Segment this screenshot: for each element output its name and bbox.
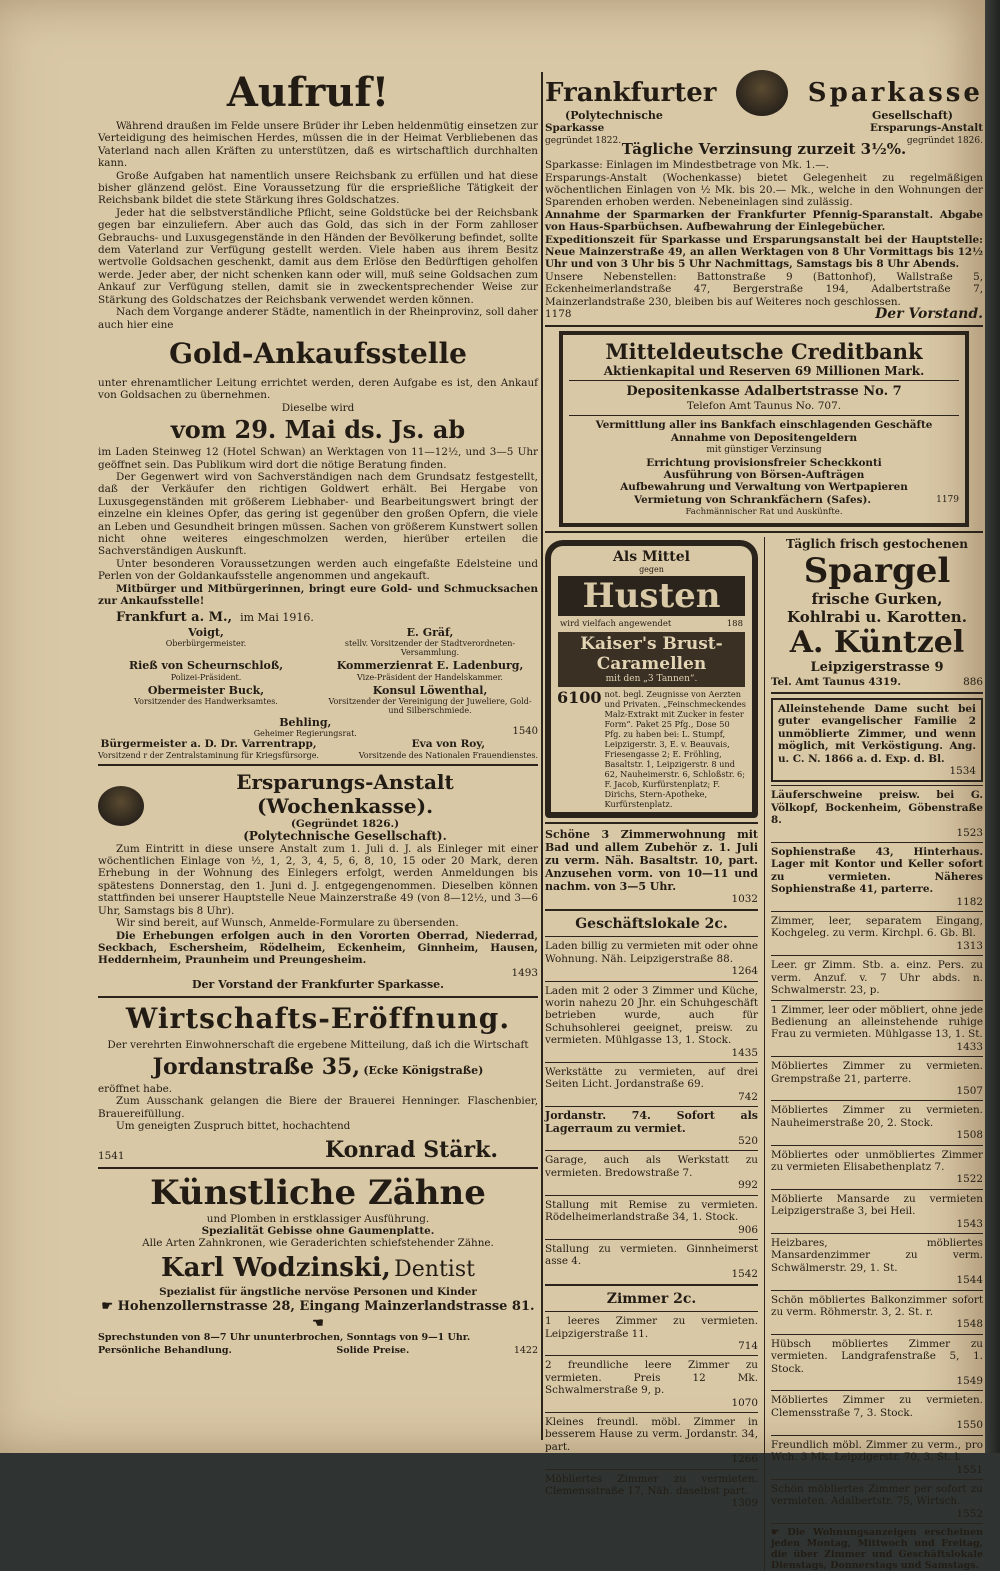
ad-number: 1541 xyxy=(98,1150,125,1163)
list-item: Heizbares, möbliertes Mansardenzimmer zu verm. Schwälmerstr. 29, 1. St. 1544 xyxy=(771,1237,983,1287)
list-item: Stallung mit Remise zu vermieten. Rödelheimerlandstraße 34, 1. Stock. 906 xyxy=(545,1198,758,1236)
signer: E. Gräf, stellv. Vorsitzender der Stadtverordneten-Versammlung. xyxy=(344,625,516,658)
divider xyxy=(771,1334,983,1335)
wirtschaft-owner: Konrad Stärk. xyxy=(325,1136,498,1163)
list-item: Stallung zu vermieten. Ginnheimerst asse 4. 1542 xyxy=(545,1242,758,1280)
husten-brand: mit den „3 Tannen“. xyxy=(605,673,698,684)
dame-ad xyxy=(771,698,983,782)
husten-brand: Kaiser's Brust- xyxy=(580,633,723,654)
divider xyxy=(771,1435,983,1436)
wirtschaft-text: Um geneigten Zuspruch bittet, hochachtend xyxy=(116,1120,351,1133)
creditbank-text: Vermittlung aller ins Bankfach einschlagenden Geschäfte xyxy=(595,419,933,432)
ad-number: 1178 xyxy=(545,308,572,321)
beehive-icon xyxy=(98,786,144,826)
divider xyxy=(545,1195,758,1196)
dentist-job: Dentist xyxy=(394,1256,475,1282)
aufruf-section xyxy=(98,70,538,760)
ersparung-section xyxy=(98,770,538,992)
ad-number: 1534 xyxy=(949,765,976,777)
wirtschaft-text: eröffnet habe. xyxy=(98,1082,173,1095)
creditbank-text: Vermietung von Schrankfächern (Safes). xyxy=(634,493,872,506)
spargel-text: frische Gurken, xyxy=(811,589,943,608)
zaehne-text: Persönliche Behandlung. xyxy=(98,1344,232,1356)
ad-number: 1540 xyxy=(512,726,538,738)
spargel-title: Spargel xyxy=(803,550,951,591)
divider xyxy=(771,1290,983,1291)
creditbank-text: Fachmännischer Rat und Auskünfte. xyxy=(685,507,843,518)
creditbank-text: Depositenkasse Adalbertstrasse No. 7 xyxy=(626,383,902,399)
aufruf-paragraph: Der Gegenwert wird von Sachverständigen nach dem Grundsatz festgestellt, daß der Verkäufer den richtigen Goldwert erhält. Bei Hergabe von Luxusgegenständen mit größerem Liebhaber- und Bearbeitungswert bringt der einzelne ein kleines Opfer, das gering ist gegenüber den großen Opfern, die viele an Leben und Gesundheit bringen müssen. Sachen von größerem Kunstwert sollen nicht ohne weiteres eingeschmolzen werden, hierüber erteilen die Sachverständigen Auskunft. xyxy=(98,470,538,558)
book-binding xyxy=(985,0,1000,1453)
aufruf-paragraph: im Laden Steinweg 12 (Hotel Schwan) an Werktagen von 11—12½, und 3—5 Uhr geöffnet sein. Das Publikum wird dort die nötige Beratung finden. xyxy=(98,446,538,471)
list-item: Kleines freundl. möbl. Zimmer in besserem Hause zu verm. Jordanstr. 34, part. 1266 xyxy=(545,1415,758,1466)
column-divider xyxy=(541,72,543,1440)
creditbank-text: Aktienkapital und Reserven 69 Millionen Mark. xyxy=(603,363,925,378)
aufruf-paragraph: Dieselbe wird xyxy=(281,401,355,414)
list-item: Werkstätte zu vermieten, auf drei Seiten Licht. Jordanstraße 69. 742 xyxy=(545,1066,758,1103)
zaehne-text: und Plomben in erstklassiger Ausführung. xyxy=(206,1212,430,1225)
zaehne-text: Solide Preise. xyxy=(336,1344,410,1356)
sparkasse-sign: Der Vorstand. xyxy=(875,306,983,323)
geschaeft-heading: Geschäftslokale 2c. xyxy=(575,916,728,933)
sparkasse-sub: (Polytechnische xyxy=(565,109,663,122)
husten-brand: Caramellen xyxy=(596,653,707,674)
sparkasse-text: Unsere Nebenstellen: Battonstraße 9 (Battonhof), Wallstraße 5, Eckenheimerlandstraße 47, Bergerstraße 194, Adalbertstraße 7, Mainzerlandstraße 230, bleiben bis auf Weiteres noch geschlossen. xyxy=(545,270,983,308)
wirtschaft-section xyxy=(98,1002,538,1163)
husten-text: gegen xyxy=(639,564,664,574)
husten-count: 6100 xyxy=(557,687,602,707)
divider xyxy=(771,1479,983,1480)
left-column xyxy=(98,70,538,1357)
zaehne-section xyxy=(98,1173,538,1357)
divider xyxy=(771,1100,983,1101)
wirtschaft-text: Zum Ausschank gelangen die Biere der Brauerei Henninger. Flaschenbier, Brauereifüllung. xyxy=(98,1095,538,1120)
schoene-text: Schöne 3 Zimmerwohnung mit Bad und allem Zubehör z. 1. Juli zu verm. Näh. Basaltstr. 10, part. Anzusehen vorm. von 10—11 und nachm. von 3—5 Uhr. xyxy=(545,827,758,893)
aufruf-month: im Mai 1916. xyxy=(240,611,314,625)
wirtschaft-address-corner: (Ecke Königstraße) xyxy=(363,1063,484,1077)
divider xyxy=(771,955,983,956)
signer: Behling, Geheimer Regierungsrat. xyxy=(253,716,357,739)
dame-text: Alleinstehende Dame sucht bei guter evangelischer Familie 2 unmöblierte Zimmer, und wenn möglich, mit Verköstigung. Ang. u. C. N. 1866 a. d. Exp. d. Bl. xyxy=(778,702,976,765)
pointing-hand-icon: ☚ xyxy=(312,1316,324,1332)
zimmer-list xyxy=(545,1315,758,1510)
divider xyxy=(545,1284,758,1286)
schoene-ad xyxy=(545,828,758,905)
ersparung-society: (Polytechnische Gesellschaft). xyxy=(243,829,447,844)
pointing-hand-icon: ☛ xyxy=(101,1299,118,1315)
sparkasse-title-right: Sparkasse xyxy=(807,78,983,108)
wirtschaft-text: Der verehrten Einwohnerschaft die ergebene Mitteilung, daß ich die Wirtschaft xyxy=(107,1038,529,1051)
divider xyxy=(545,1311,758,1312)
zaehne-text: Alle Arten Zahnkronen, wie Geraderichten schiefstehender Zähne. xyxy=(142,1237,494,1250)
ersparung-founded: (Gegründet 1826.) xyxy=(291,817,399,830)
list-item: Möbliertes Zimmer zu vermieten. Clemensstraße 17, Näh. daselbst part. 1309 xyxy=(545,1472,758,1510)
divider xyxy=(545,822,758,824)
divider xyxy=(545,1150,758,1151)
list-item: Hübsch möbliertes Zimmer zu vermieten. Landgrafenstraße 5, 1. Stock. 1549 xyxy=(771,1337,983,1388)
spargel-text: Kohlrabi u. Karotten. xyxy=(787,607,967,626)
ersparung-text: Die Erhebungen erfolgen auch in den Vororten Oberrad, Niederrad, Seckbach, Eschersheim, Rödelheim, Eckenheim, Ginnheim, Hausen, Heddernheim, Praunheim und Preungesheim. xyxy=(98,929,538,967)
signer: Konsul Löwenthal, Vorsitzender der Vereinigung der Juweliere, Gold- und Silberschmiede. xyxy=(328,683,532,716)
sparkasse-left-label: Sparkasse xyxy=(545,122,605,135)
spargel-shop-name: A. Küntzel xyxy=(789,624,965,660)
ersparung-title: Ersparungs-Anstalt (Wochenkasse). xyxy=(236,769,454,818)
spargel-ad xyxy=(771,537,983,688)
divider xyxy=(569,415,959,416)
zimmer-heading: Zimmer 2c. xyxy=(606,1291,697,1308)
divider xyxy=(771,1189,983,1190)
ad-number: 188 xyxy=(726,618,743,629)
divider xyxy=(545,1412,758,1413)
divider xyxy=(771,1523,983,1524)
wirtschaft-title: Wirtschafts-Eröffnung. xyxy=(125,1001,511,1035)
sparkasse-text: Ersparungs-Anstalt (Wochenkasse) bietet Gelegenheit zu regelmäßigen wöchentlichen Einlagen von ½ Mk. bis 20.— Mk., welche in den Wohnungen der Sparenden erhoben werden. Nebeneinlagen sind zulässig. xyxy=(545,171,983,209)
signer: Rieß von Scheurnschloß, Polizei-Präsident. xyxy=(128,659,284,682)
divider xyxy=(771,1390,983,1391)
aufruf-paragraph: Jeder hat die selbstverständliche Pflicht, seine Goldstücke bei der Reichsbank gegen bar einzuliefern. Aber auch das Gold, das sich in der Form zahlloser Gebrauchs- und Luxusgegenstände in den Händen der Bevölkerung befindet, sollte dem Vaterland zur Verfügung gestellt werden. Viele haben aus ihrem Besitz wertvolle Goldsachen geschenkt, damit aus dem Erlöse den Bedürftigen geholfen werde. Jeder aber, der nicht schenken kann oder will, muß seine Goldsachen zum Ankauf zur Verfügung stellen, damit sie in zweckentsprechender Weise zur Stärkung des Goldschatzes der Reichsbank verwendet werden können. xyxy=(98,206,538,306)
aufruf-paragraph: Große Aufgaben hat namentlich unsere Reichsbank zu erfüllen und hat diese bisher glänzend gelöst. Eine Voraussetzung für die ersprießliche Tätigkeit der Reichsbank bildet die stete Stärkung ihres Goldschatzes. xyxy=(98,169,538,207)
list-item: Möbliertes oder unmöbliertes Zimmer zu vermieten Elisabethenplatz 7. 1522 xyxy=(771,1148,983,1186)
wohnungsanzeigen-note: ☛ Die Wohnungsanzeigen erscheinen jeden Montag, Mittwoch und Freitag, die über Zimmer und Geschäftslokale Dienstags, Donnerstags und Samstags. xyxy=(771,1527,983,1571)
signers-list xyxy=(98,627,538,715)
subcolumn-divider xyxy=(764,537,765,1571)
zaehne-title: Künstliche Zähne xyxy=(150,1172,486,1213)
divider xyxy=(545,981,758,982)
list-item: Möblierte Mansarde zu vermieten Leipzigerstraße 3, bei Heil. 1543 xyxy=(771,1192,983,1230)
ad-number: 1422 xyxy=(513,1344,538,1356)
husten-text: Als Mittel xyxy=(613,548,690,565)
list-item: 1 leeres Zimmer zu vermieten. Leipzigerstraße 11. 714 xyxy=(545,1315,758,1352)
divider xyxy=(771,1000,983,1001)
ad-number: 886 xyxy=(963,675,983,688)
divider xyxy=(98,996,538,998)
sparkasse-right-founded: gegründet 1826. xyxy=(906,135,983,146)
ad-number: 1032 xyxy=(731,892,758,905)
dentist-name: Karl Wodzinski, xyxy=(161,1252,391,1283)
divider xyxy=(98,764,538,766)
sparkasse-text: Annahme der Sparmarken der Frankfurter Pfennig-Sparanstalt. Abgabe von Haus-Sparbüchsen. Aufbewahrung der Einlegebücher. xyxy=(545,208,983,234)
beehive-icon xyxy=(736,70,788,116)
divider xyxy=(771,692,983,694)
list-item: Schön möbliertes Balkonzimmer sofort zu verm. Röhmerstr. 3, 2. St. r. 1548 xyxy=(771,1293,983,1331)
zaehne-text: Sprechstunden von 8—7 Uhr ununterbrochen, Sonntags von 9—1 Uhr. xyxy=(98,1332,471,1344)
creditbank-text: Telefon Amt Taunus No. 707. xyxy=(686,399,842,412)
gold-ankaufsstelle-heading: Gold-Ankaufsstelle xyxy=(169,336,467,370)
sparkasse-sub: Gesellschaft) xyxy=(872,109,953,122)
creditbank-text: Aufbewahrung und Verwaltung von Wertpapieren xyxy=(620,481,908,494)
list-item: Laden billig zu vermieten mit oder ohne Wohnung. Näh. Leipzigerstraße 88. 1264 xyxy=(545,940,758,978)
list-item: Laden mit 2 oder 3 Zimmer und Küche, worin nahezu 20 Jhr. ein Schuhgeschäft betrieben wurde, auch für Schuhsohlerei geeignet, preisw. zu vermieten. Mühlgasse 13, 1. Stock. 1435 xyxy=(545,984,758,1059)
aufruf-place: Frankfurt a. M., xyxy=(116,610,233,626)
divider xyxy=(98,1167,538,1169)
divider xyxy=(771,1145,983,1146)
creditbank-text: mit günstiger Verzinsung xyxy=(706,445,822,456)
zaehne-text: Spezialist für ängstliche nervöse Personen und Kinder xyxy=(159,1285,477,1298)
sparkasse-text: Sparkasse: Einlagen im Mindestbetrage von Mk. 1.—. xyxy=(545,159,829,172)
aufruf-date-heading: vom 29. Mai ds. Js. ab xyxy=(170,415,466,445)
ersparung-text: Zum Eintritt in diese unsere Anstalt zum 1. Juli d. J. als Einleger mit einer wöchentlichen Einlage von ½, 1, 2, 3, 4, 5, 6, 8, 10, 15 oder 20 Mark, deren Erhebung in der Wohnung des Einlegers erfolgt, werden Anmeldungen bis spätestens Donnerstag, den 1. Juni d. J. entgegengenommen. Dieselben können stattfinden bei unserer Hauptstelle Neue Mainzerstraße 49 (von 8—12½, und 3—6 Uhr, Samstags bis 8 Uhr). xyxy=(98,842,538,917)
aufruf-paragraph: unter ehrenamtlicher Leitung errichtet werden, deren Aufgabe es ist, den Ankauf von Goldsachen zu übernehmen. xyxy=(98,376,538,402)
sparkasse-title-left: Frankfurter xyxy=(545,78,717,108)
sparkasse-right-label: Ersparungs-Anstalt xyxy=(870,122,983,135)
husten-text: not. begl. Zeugnisse von Aerzten und Privaten. „Feinschmeckendes Malz-Extrakt mit Zucker in fester Form“. Paket 25 Pfg., Dose 50 Pfg. zu haben bei: L. Stumpf, Leipzigerstr. 3, E. v. Beauvais, Friesengasse 2; E. Fröhling, Basaltstr. 1, Leipzigerstr. 8 und 62, Nauheimerstr. 6, Schloßstr. 6; F. Jacob, Kurfürstenplatz; F. Dirichs, Stern-Apotheke, Kurfürstenplatz. xyxy=(604,688,746,809)
ersparung-text: Wir sind bereit, auf Wunsch, Anmelde-Formulare zu übersenden. xyxy=(116,917,459,930)
husten-ad xyxy=(545,540,758,818)
creditbank-title: Mitteldeutsche Creditbank xyxy=(605,338,923,364)
divider xyxy=(545,1106,758,1107)
creditbank-text: Annahme von Depositengeldern xyxy=(670,431,858,444)
divider xyxy=(771,842,983,843)
divider xyxy=(545,909,758,911)
right-column xyxy=(545,70,983,1571)
creditbank-text: Errichtung provisionsfreier Scheckkonti xyxy=(646,456,882,469)
aufruf-appeal: Mitbürger und Mitbürgerinnen, bringt eure Gold- und Schmucksachen zur Ankaufsstelle! xyxy=(98,582,538,607)
divider xyxy=(771,911,983,912)
husten-title: Husten xyxy=(558,576,745,616)
divider xyxy=(771,785,983,786)
list-item: Jordanstr. 74. Sofort als Lagerraum zu vermiet. 520 xyxy=(545,1109,758,1148)
divider xyxy=(771,1233,983,1234)
zaehne-text: Spezialität Gebisse ohne Gaumenplatte. xyxy=(201,1224,435,1237)
divider xyxy=(545,1239,758,1240)
aufruf-paragraph: Unter besonderen Voraussetzungen werden auch eingefaßte Edelsteine und Perlen von der Goldankaufsstelle angenommen und angekauft. xyxy=(98,557,538,583)
divider xyxy=(545,531,983,533)
list-item: Leer. gr Zimm. Stb. a. einz. Pers. zu verm. Anzuf. v. 7 Uhr abds. n. Schwalmerstr. 23, p. xyxy=(771,959,983,997)
divider xyxy=(771,1056,983,1057)
signer: Voigt, Oberbürgermeister. xyxy=(165,625,247,649)
rooms-list xyxy=(771,915,983,1520)
signer: Bürgermeister a. D. Dr. Varrentrapp, Vorsitzend r der Zentralstaminung für Kriegsfürsorge. xyxy=(98,738,319,760)
ad-number: 1493 xyxy=(511,966,538,979)
spargel-text: Täglich frisch gestochenen xyxy=(786,536,968,551)
list-item: Garage, auch als Werkstatt zu vermieten. Bredowstraße 7. 992 xyxy=(545,1154,758,1192)
list-item: Möbliertes Zimmer zu vermieten. Nauheimerstraße 20, 2. Stock. 1508 xyxy=(771,1104,983,1142)
creditbank-text: Ausführung von Börsen-Aufträgen xyxy=(663,468,865,481)
sophien-ad: Sophienstraße 43, Hinterhaus. Lager mit Kontor und Keller sofort zu vermieten. Näheres Sophienstraße 41, parterre. 1182 xyxy=(771,846,983,908)
list-item: Freundlich möbl. Zimmer zu verm., pro Wch. 3 Mk. Leipzigerstr. 70, 3. St. l. 1551 xyxy=(771,1438,983,1476)
divider xyxy=(545,1355,758,1356)
divider xyxy=(545,1062,758,1063)
divider xyxy=(545,325,983,327)
ads-subcolumn-right xyxy=(771,537,983,1571)
ads-subcolumn-left xyxy=(545,537,758,1571)
list-item: Möbliertes Zimmer zu vermieten. Clemensstraße 7, 3. Stock. 1550 xyxy=(771,1394,983,1432)
list-item: Möbliertes Zimmer zu vermieten. Grempstraße 21, parterre. 1507 xyxy=(771,1060,983,1097)
sparkasse-text: Expeditionszeit für Sparkasse und Ersparungsanstalt bei der Hauptstelle: Neue Mainzerstraße 49, an allen Werktagen von 8 Uhr Vormittags bis 12½ Uhr und von 3 Uhr bis 5 Uhr Nachmittags, Samstags bis 8 Uhr Abends. xyxy=(545,233,983,271)
aufruf-paragraph: Nach dem Vorgange anderer Städte, namentlich in der Rheinprovinz, soll daher auch hier eine xyxy=(98,306,538,331)
ersparung-sign: Der Vorstand der Frankfurter Sparkasse. xyxy=(192,978,444,992)
list-item: 2 freundliche leere Zimmer zu vermieten. Preis 12 Mk. Schwalmerstraße 9, p. 1070 xyxy=(545,1359,758,1409)
sparkasse-section xyxy=(545,70,983,321)
laeufer-ad: Läuferschweine preisw. bei G. Völkopf, Bockenheim, Göbenstraße 8. 1523 xyxy=(771,789,983,839)
aufruf-title: Aufruf! xyxy=(226,69,390,116)
signer: Obermeister Buck, Vorsitzender des Handwerksamtes. xyxy=(134,683,278,707)
spargel-phone: Tel. Amt Taunus 4319. xyxy=(771,675,901,688)
divider xyxy=(545,936,758,937)
list-item: Zimmer, leer, separatem Eingang, Kochgeleg. zu verm. Kirchpl. 6. Gb. Bl. 1313 xyxy=(771,915,983,952)
creditbank-ad xyxy=(559,331,969,527)
signer: Eva von Roy, Vorsitzende des Nationalen Frauendienstes. xyxy=(358,738,538,760)
husten-text: wird vielfach angewendet xyxy=(560,618,672,629)
ad-number: 1179 xyxy=(936,494,959,505)
pointing-hand-icon: ☛ xyxy=(771,1527,788,1539)
sparkasse-left-founded: gegründet 1822. xyxy=(545,135,622,146)
sparkasse-rate: Tägliche Verzinsung zurzeit 3½%. xyxy=(621,140,907,159)
zaehne-address: ☛ Hohenzollernstrasse 28, Eingang Mainzerlandstrasse 81. ☚ xyxy=(101,1299,535,1332)
husten-brand-box xyxy=(558,632,745,687)
wirtschaft-address: Jordanstraße 35, xyxy=(152,1053,360,1080)
divider xyxy=(569,380,959,381)
spargel-address: Leipzigerstrasse 9 xyxy=(810,659,944,675)
signer: Kommerzienrat E. Ladenburg, Vize-Präsident der Handelskammer. xyxy=(336,659,524,682)
geschaeft-list xyxy=(545,940,758,1280)
aufruf-paragraph: Während draußen im Felde unsere Brüder ihr Leben heldenmütig einsetzen zur Verteidigung des heimischen Herdes, müssen die in der Heimat Verbliebenen das Vaterland nach allen Kräften zu unterstützen, daß es wirtschaftlich durchhalten kann. xyxy=(98,120,538,170)
list-item: 1 Zimmer, leer oder möbliert, ohne jede Bedienung an alleinstehende ruhige Frau zu vermieten. Mühlgasse 13, 1. St. 1433 xyxy=(771,1003,983,1053)
divider xyxy=(545,1469,758,1470)
list-item: Schön möbliertes Zimmer per sofort zu vermieten. Adalbertstr. 75, Wirtsch. 1552 xyxy=(771,1482,983,1520)
